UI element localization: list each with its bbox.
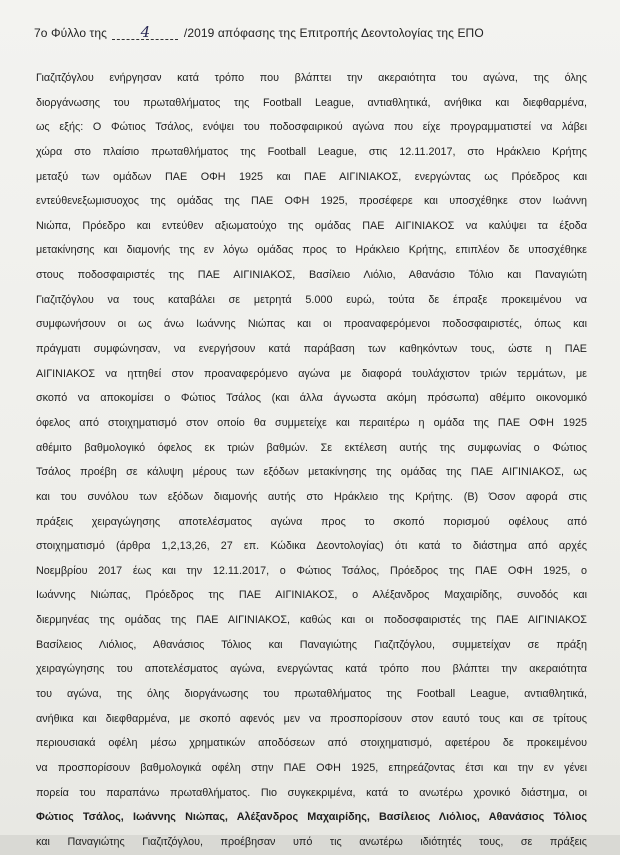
body-line: πράξεις χειραγώγησης αποτελέσματος αγώνα προς το σκοπό πορισμού οφέλους από (36, 515, 587, 528)
body-line: Γιαζιτζόγλου ενήργησαν κατά τρόπο που βλάπτει την ακεραιότητα του αγώνα, της όλης (36, 72, 587, 84)
body-line: Νιώπα, Πρόεδρο και εντεύθεν αξιωματούχο της ομάδας ΠΑΕ ΑΙΓΙΝΙΑΚΟΣ να καλύψει τα έξοδα (36, 219, 587, 232)
body-line: εντεύθενεξωμισυοχος της ομάδας της ΠΑΕ ΟΦΗ 1925, προσέφερε και υποσχέθηκε στον Ιωάννη (36, 195, 587, 208)
document-body (36, 66, 587, 855)
body-line: και του συνόλου των εξόδων διαμονής αυτής στο Ηράκλειο της Κρήτης. (Β) Όσον αφορά στις (36, 490, 587, 503)
body-line: όφελος από στοιχηματισμό στον οποίο θα συμμετείχε και περαιτέρω η ομάδα της ΠΑΕ ΟΦΗ 1925 (36, 416, 587, 429)
handwritten-page-number: 4 (112, 25, 178, 40)
body-line: πορεία του παραπάνω πρωταθλήματος. Πιο συγκεκριμένα, κατά το ανωτέρω χρονικό διάστημα, οι (36, 786, 587, 799)
body-line: διερμηνέας της ομάδας της ΠΑΕ ΑΙΓΙΝΙΑΚΟΣ, καθώς και οι ποδοσφαιριστές της ΠΑΕ ΑΙΓΙΝΙΑΚΟΣ (36, 614, 587, 627)
page-header (34, 25, 484, 40)
body-line: σκοπό να αποκομίσει ο Φώτιος Τσάλος (και άλλα άγνωστα ακόμη πρόσωπα) αθέμιτο οικονομικό (36, 392, 587, 405)
body-line: ως εξής: Ο Φώτιος Τσάλος, ενόψει του ποδοσφαιρικού αγώνα που είχε προγραμματιστεί να λάβει (36, 121, 587, 134)
body-line: Ιωάννης Νιώπας, Πρόεδρος της ΠΑΕ ΑΙΓΙΝΙΑΚΟΣ, ο Αλέξανδρος Μαχαιρίδης, συνοδός και (36, 589, 587, 602)
body-line: Βασίλειος Λιόλιος, Αθανάσιος Τόλιος και Παναγιώτης Γιαζιτζόγλου, συμμετείχαν σε πράξη (36, 638, 587, 651)
body-line: μεταξύ των ομάδων ΠΑΕ ΟΦΗ 1925 και ΠΑΕ ΑΙΓΙΝΙΑΚΟΣ, ενεργώντας ως Πρόεδρος και (36, 170, 587, 183)
body-line: στους ποδοσφαιριστές της ΠΑΕ ΑΙΓΙΝΙΑΚΟΣ, Βασίλειο Λιόλιο, Αθανάσιο Τόλιο και Παναγιώτη (36, 269, 587, 282)
body-line: ανήθικα και διεφθαρμένα, με σκοπό αφενός μεν να προσπορίσουν στον εαυτό τους και σε τρίτους (36, 712, 587, 725)
body-line: Τσάλος προέβη σε κάλυψη μέρους των εξόδων μετακίνησης της ομάδας της ΠΑΕ ΑΙΓΙΝΙΑΚΟΣ, ως (36, 466, 587, 479)
body-line: στοιχηματισμό (άρθρα 1,2,13,26, 27 επ. Κώδικα Δεοντολογίας) ότι κατά το διάστημα από αρχές (36, 540, 587, 553)
body-line: αθέμιτο βαθμολογικό όφελος εκ τριών βαθμών. Σε εκτέλεση αυτής της συμφωνίας ο Φώτιος (36, 441, 587, 454)
body-line: να προσπορίσουν βαθμολογικά οφέλη στην ΠΑΕ ΟΦΗ 1925, επηρεάζοντας έτσι και την εν γένει (36, 761, 587, 774)
body-line: και Παναγιώτης Γιαζιτζόγλου, προέβησαν υπό τις ανωτέρω ιδιότητές τους, σε πράξεις (36, 835, 587, 848)
body-line: πράγματι συμφώνησαν, να ενεργήσουν κατά παράβαση των καθηκόντων τους, ώστε η ΠΑΕ (36, 343, 587, 356)
body-line: ΑΙΓΙΝΙΑΚΟΣ να ηττηθεί στον προαναφερόμενο αγώνα με διαφορά τουλάχιστον τριών τερμάτων, με (36, 367, 587, 380)
body-line: διοργάνωσης του πρωταθλήματος της Football League, αντιαθλητικά, ανήθικα και διεφθαρμένα, (36, 96, 587, 109)
body-line: Γιαζιτζόγλου να τους καταβάλει σε μετρητά 5.000 ευρώ, τούτα δε έπραξε προκειμένου να (36, 293, 587, 306)
body-line: Φώτιος Τσάλος, Ιωάννης Νιώπας, Αλέξανδρος Μαχαιρίδης, Βασίλειος Λιόλιος, Αθανάσιος Τόλιος (36, 811, 587, 824)
body-line: μετακίνησης και διαμονής της εν λόγω ομάδας προς το Ηράκλειο Κρήτης, επιπλέον δε υποσχέθηκε (36, 244, 587, 257)
body-line: περιουσιακά οφέλη μέσω χρηματικών αποδόσεων από στοιχηματισμό, αφετέρου δε προκειμένου (36, 737, 587, 750)
header-prefix: 7ο Φύλλο της (34, 26, 108, 40)
body-line: Νοεμβρίου 2017 έως και την 12.11.2017, ο Φώτιος Τσάλος, Πρόεδρος της ΠΑΕ ΟΦΗ 1925, ο (36, 564, 587, 577)
body-line: χειραγώγησης του αποτελέσματος αγώνα, ενεργώντας κατά τρόπο που βλάπτει την ακεραιότητα (36, 663, 587, 676)
body-line: συμφωνήσουν οι ως άνω Ιωάννης Νιώπας και οι προαναφερόμενοι ποδοσφαιριστές, όπως και (36, 318, 587, 331)
body-line: χώρα στο πλαίσιο πρωταθλήματος της Football League, στις 12.11.2017, στο Ηράκλειο Κρήτης (36, 145, 587, 158)
header-suffix: /2019 απόφασης της Επιτροπής Δεοντολογίας της ΕΠΟ (183, 26, 484, 40)
body-line: του αγώνα, της όλης διοργάνωσης του πρωταθλήματος της Football League, αντιαθλητικά, (36, 688, 587, 701)
